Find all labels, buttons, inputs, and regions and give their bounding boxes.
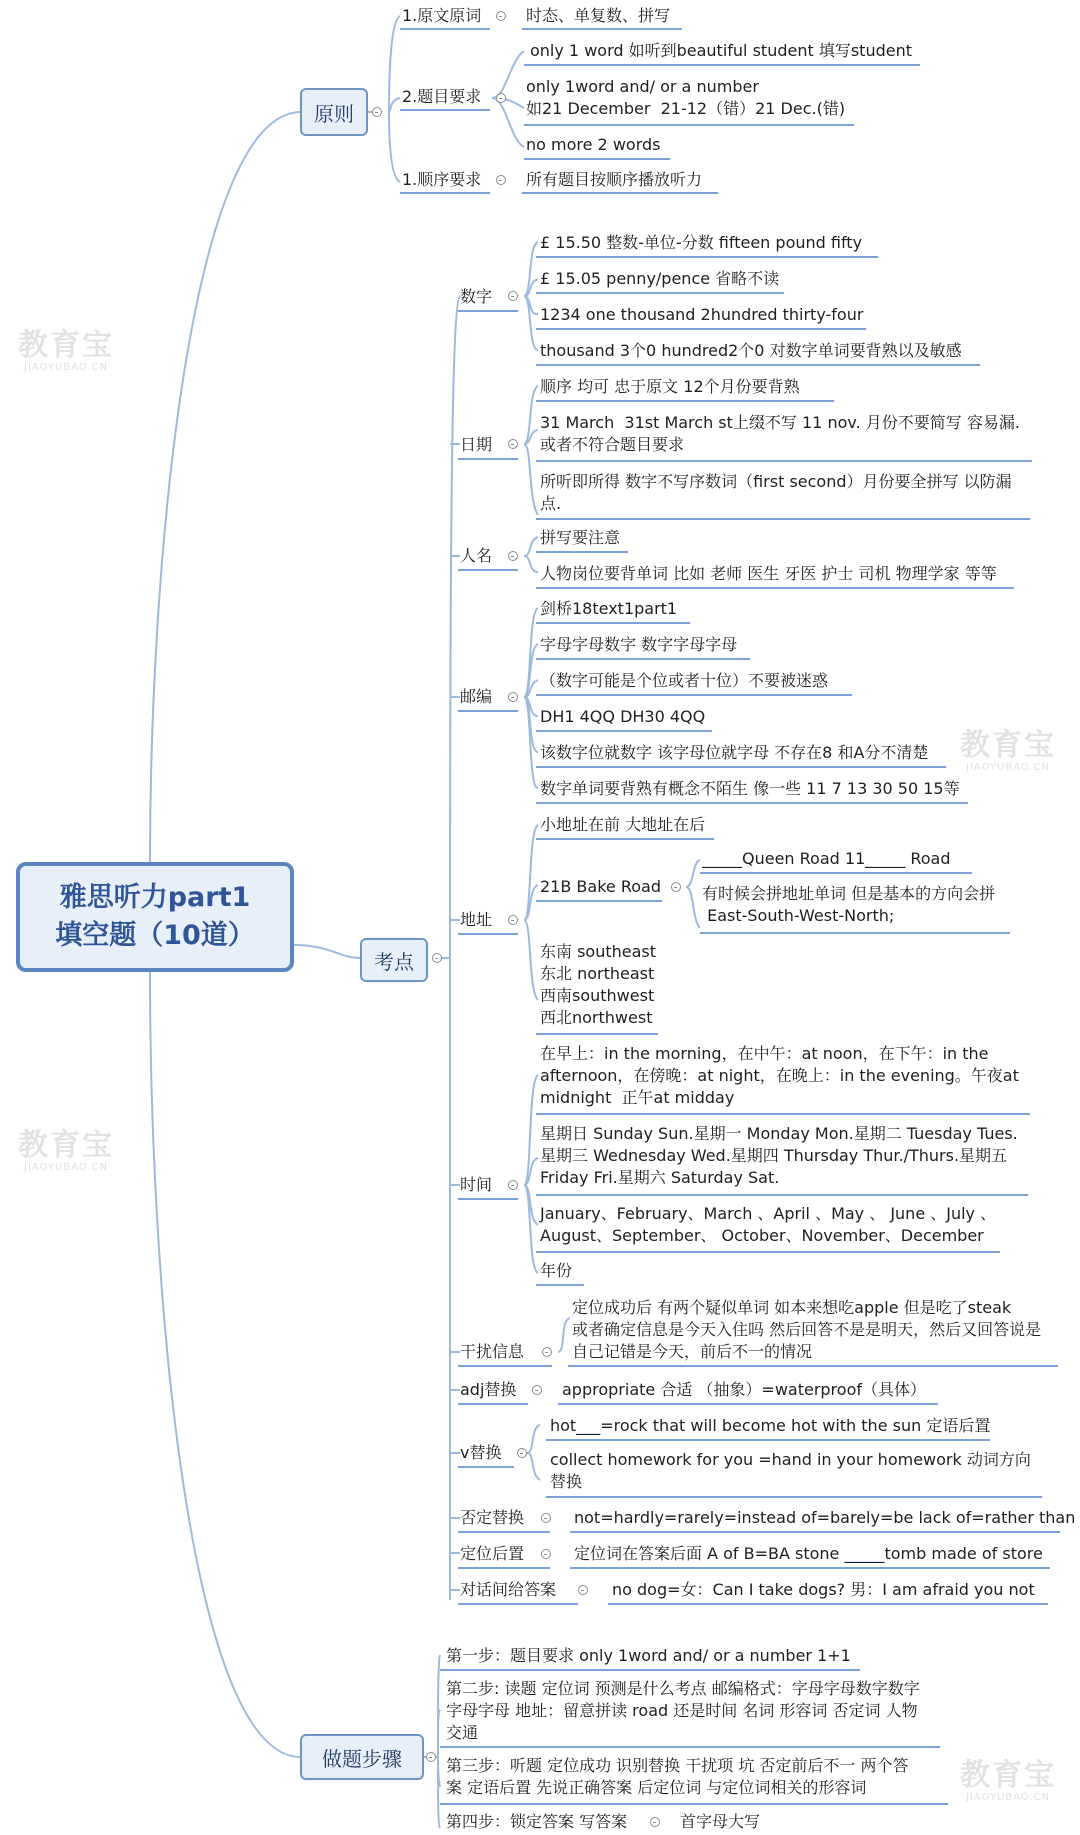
name-note: 拼写要注意 <box>540 528 621 547</box>
postcode-note: 字母字母数字 数字字母字母 <box>540 635 738 654</box>
collapse-icon[interactable] <box>508 291 518 301</box>
collapse-icon[interactable] <box>426 1752 436 1762</box>
topic-test-points[interactable]: 考点 <box>360 938 428 982</box>
principle-item-label[interactable]: 1.顺序要求 <box>402 170 482 189</box>
collapse-icon[interactable] <box>517 1448 527 1458</box>
principle-note: 时态、单复数、拼写 <box>526 6 671 25</box>
point-label-name[interactable]: 人名 <box>460 546 493 565</box>
root-topic[interactable] <box>16 862 294 972</box>
step-item: 第三步：听题 定位成功 识别替换 干扰项 坑 否定前后不一 两个答 案 定语后置 先说正确答案 后定位词 与定位词相关的形容词 <box>446 1756 909 1797</box>
collapse-icon[interactable] <box>508 1180 518 1190</box>
point-label-address[interactable]: 地址 <box>460 910 493 929</box>
root-title-line2: 填空题（10道） <box>55 920 255 951</box>
collapse-icon[interactable] <box>508 551 518 561</box>
collapse-icon[interactable] <box>508 692 518 702</box>
dialog-note: no dog=女：Can I take dogs? 男：I am afraid you not <box>612 1580 1035 1599</box>
principle-item-label[interactable]: 1.原文原词 <box>402 6 482 25</box>
principle-item-label[interactable]: 2.题目要求 <box>402 87 482 106</box>
collapse-icon[interactable] <box>432 953 442 963</box>
interfere-note: 定位成功后 有两个疑似单词 如本来想吃apple 但是吃了steak 或者确定信息是今天入住吗 然后回答不是是明天，然后又回答说是 自己记错是今天，前后不一的情况 <box>572 1298 1042 1361</box>
number-note: thousand 3个0 hundred2个0 对数字单词要背熟以及敏感 <box>540 341 962 360</box>
point-label-postpos[interactable]: 定位后置 <box>460 1544 525 1563</box>
point-label-negation[interactable]: 否定替换 <box>460 1508 525 1527</box>
address-note: 小地址在前 大地址在后 <box>540 815 706 834</box>
step-note: 首字母大写 <box>680 1812 761 1831</box>
postcode-note: 剑桥18text1part1 <box>540 599 678 618</box>
date-note: 所听即所得 数字不写序数词（first second）月份要全拼写 以防漏 点. <box>540 472 1012 513</box>
watermark: 教育宝 JIAOYUBAO.CN <box>18 328 114 373</box>
time-note: 星期日 Sunday Sun.星期一 Monday Mon.星期二 Tuesday Tues. 星期三 Wednesday Wed.星期四 Thursday Thur./Thurs.星期五 Friday Fri.星期六 Saturday Sat. <box>540 1124 1018 1187</box>
number-note: £ 15.50 整数-单位-分数 fifteen pound fifty <box>540 233 863 252</box>
collapse-icon[interactable] <box>650 1817 660 1827</box>
time-note: January、February、March 、April 、May 、 June 、July 、 August、September、 October、November、December <box>540 1204 997 1245</box>
name-note: 人物岗位要背单词 比如 老师 医生 牙医 护士 司机 物理学家 等等 <box>540 564 997 583</box>
collapse-icon[interactable] <box>541 1549 551 1559</box>
collapse-icon[interactable] <box>541 1513 551 1523</box>
collapse-icon[interactable] <box>496 93 506 103</box>
principle-note: no more 2 words <box>526 135 661 154</box>
date-note: 31 March 31st March st上缀不写 11 nov. 月份不要简写 容易漏. 或者不符合题目要求 <box>540 413 1020 454</box>
number-note: £ 15.05 penny/pence 省略不读 <box>540 269 780 288</box>
time-note: 年份 <box>540 1261 573 1280</box>
point-label-postcode[interactable]: 邮编 <box>460 687 493 706</box>
root-title-line1: 雅思听力part1 <box>59 882 251 913</box>
address-sub-label[interactable]: 21B Bake Road <box>540 877 661 896</box>
verb-note: collect homework for you =hand in your homework 动词方向 替换 <box>550 1450 1031 1491</box>
collapse-icon[interactable] <box>496 175 506 185</box>
verb-note: hot___=rock that will become hot with the sun 定语后置 <box>550 1416 991 1435</box>
point-label-adj[interactable]: adj替换 <box>460 1380 517 1399</box>
collapse-icon[interactable] <box>372 107 382 117</box>
collapse-icon[interactable] <box>508 915 518 925</box>
step-item: 第一步：题目要求 only 1word and/ or a number 1+1 <box>446 1646 851 1665</box>
postcode-note: 该数字位就数字 该字母位就字母 不存在8 和A分不清楚 <box>540 743 929 762</box>
collapse-icon[interactable] <box>542 1347 552 1357</box>
principle-note: only 1 word 如听到beautiful student 填写student <box>530 41 912 60</box>
postcode-note: （数字可能是个位或者十位）不要被迷惑 <box>540 671 829 690</box>
collapse-icon[interactable] <box>671 882 681 892</box>
collapse-icon[interactable] <box>578 1585 588 1595</box>
point-label-time[interactable]: 时间 <box>460 1175 493 1194</box>
adj-note: appropriate 合适 （抽象）=waterproof（具体） <box>562 1380 926 1399</box>
time-note: 在早上：in the morning，在中午：at noon，在下午：in the afternoon，在傍晚：at night，在晚上：in the evening。午夜at midnight 正午at midday <box>540 1044 1019 1107</box>
negation-note: not=hardly=rarely=instead of=barely=be lack of=rather than <box>574 1508 1076 1527</box>
step-item[interactable]: 第四步：锁定答案 写答案 <box>446 1812 628 1831</box>
point-label-interfere[interactable]: 干扰信息 <box>460 1342 525 1361</box>
collapse-icon[interactable] <box>508 439 518 449</box>
watermark: 教育宝 JIAOYUBAO.CN <box>18 1128 114 1173</box>
postpos-note: 定位词在答案后面 A of B=BA stone _____tomb made of store <box>574 1544 1043 1563</box>
principle-note: only 1word and/ or a number 如21 December 21-12（错）21 Dec.(错) <box>526 77 846 118</box>
postcode-note: DH1 4QQ DH30 4QQ <box>540 707 706 726</box>
principle-note: 所有题目按顺序播放听力 <box>526 170 703 189</box>
number-note: 1234 one thousand 2hundred thirty-four <box>540 305 864 324</box>
topic-steps[interactable]: 做题步骤 <box>300 1734 424 1780</box>
watermark: 教育宝 JIAOYUBAO.CN <box>960 728 1056 773</box>
topic-principle[interactable]: 原则 <box>300 88 368 136</box>
collapse-icon[interactable] <box>496 11 506 21</box>
postcode-note: 数字单词要背熟有概念不陌生 像一些 11 7 13 30 50 15等 <box>540 779 960 798</box>
address-note: 有时候会拼地址单词 但是基本的方向会拼 East-South-West-North; <box>702 884 996 925</box>
point-label-number[interactable]: 数字 <box>460 287 493 306</box>
date-note: 顺序 均可 忠于原文 12个月份要背熟 <box>540 377 800 396</box>
point-label-dialog[interactable]: 对话间给答案 <box>460 1580 557 1599</box>
point-label-date[interactable]: 日期 <box>460 435 493 454</box>
address-note: _____Queen Road 11_____ Road <box>702 849 951 868</box>
watermark: 教育宝 JIAOYUBAO.CN <box>960 1758 1056 1803</box>
point-label-verb[interactable]: v替换 <box>460 1443 502 1462</box>
step-item: 第二步: 读题 定位词 预测是什么考点 邮编格式：字母字母数字数字 字母字母 地址：留意拼读 road 还是时间 名词 形容词 否定词 人物 交通 <box>446 1679 920 1742</box>
address-directions: 东南 southeast 东北 northeast 西南southwest 西北northwest <box>540 942 657 1027</box>
collapse-icon[interactable] <box>532 1385 542 1395</box>
